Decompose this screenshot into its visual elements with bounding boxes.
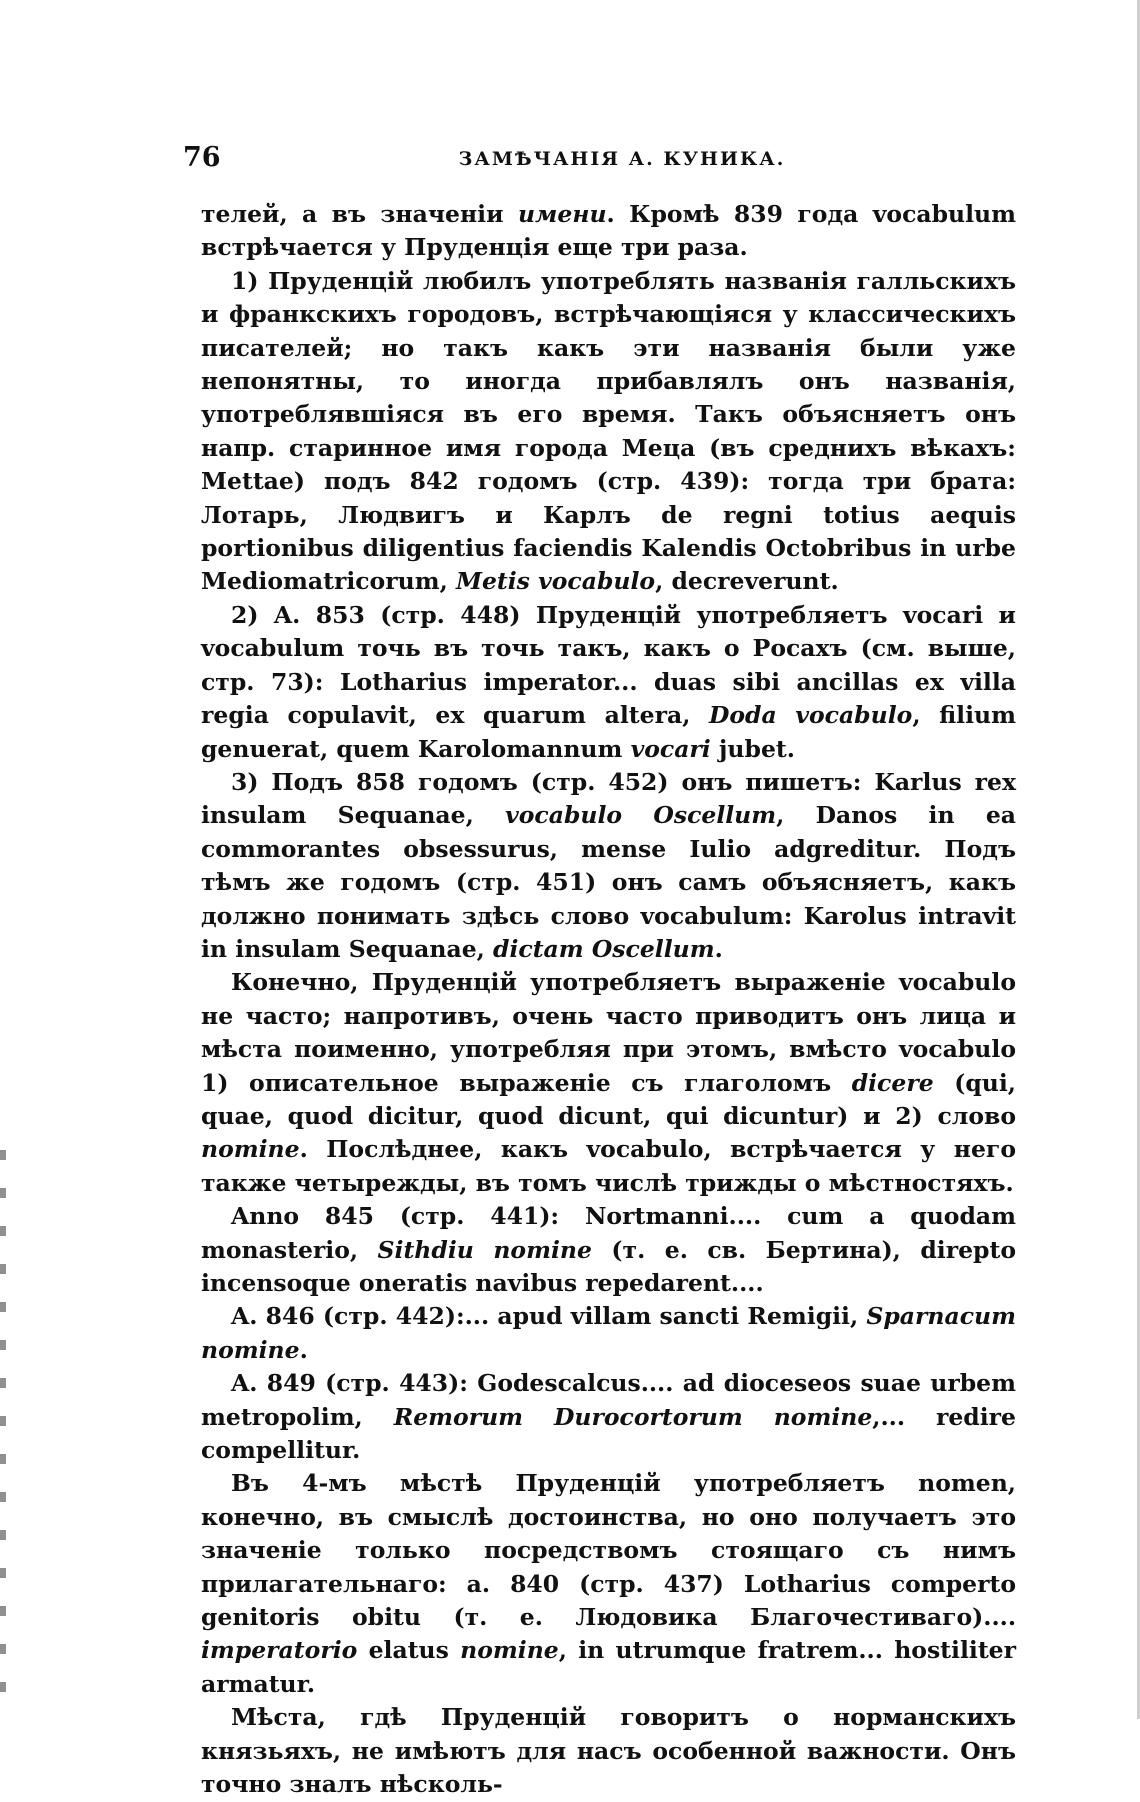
paragraph bbox=[201, 766, 1016, 966]
text-run: . Кромѣ 839 года vocabulum встрѣчается у Пруденція еще три раза. bbox=[201, 200, 1016, 262]
text-run: 3) Подъ 858 годомъ (стр. 452) онъ пишетъ: Karlus rex insulam Sequanae, bbox=[201, 767, 1016, 830]
page-number: 76 bbox=[183, 142, 221, 173]
body-text bbox=[201, 198, 1016, 1802]
text-run: , in utrumque fratrem... hostiliter armatur. bbox=[201, 1636, 1017, 1698]
running-title: ЗАМѢЧАНІЯ А. КУНИКА. bbox=[458, 148, 786, 170]
text-run: Въ 4-мъ мѣстѣ Пруденцій употребляетъ nomen, конечно, въ смыслѣ достоинства, но оно получаетъ это значеніе только посредствомъ стоящаго съ нимъ прилагательнаго: a. 840 (стр. 437) Lotharius comperto genitoris obitu (т. е. Людовика Благочестиваго).... bbox=[201, 1469, 1016, 1632]
text-run: ,... redire compellitur. bbox=[201, 1402, 1016, 1465]
italic-term: Sithdiu nomine bbox=[377, 1235, 592, 1264]
text-run: , decreverunt. bbox=[655, 567, 839, 596]
italic-term: vocabulo Oscellum bbox=[505, 801, 777, 830]
paragraph bbox=[201, 265, 1016, 599]
text-run: Конечно, Пруденцій употребляетъ выраженіе vocabulo не часто; напротивъ, очень часто приводитъ онъ лица и мѣста поименно, употребляя при этомъ, вмѣсто vocabulo 1) описательное выраженіе съ глаголомъ bbox=[201, 968, 1016, 1097]
italic-term: Sparnacum nomine bbox=[201, 1302, 1016, 1364]
text-run: 2) A. 853 (стр. 448) Пруденцій употребляетъ vocari и vocabulum точь въ точь такъ, какъ о Росахъ (см. выше, стр. 73): Lotharius imperator... duas sibi ancillas ex villa regia copulavit, ex quarum altera, bbox=[201, 600, 1016, 730]
text-run: elatus bbox=[357, 1636, 461, 1665]
italic-term: nomine bbox=[460, 1636, 559, 1665]
italic-term: Remorum Durocortorum nomine bbox=[393, 1402, 873, 1431]
paragraph bbox=[201, 599, 1016, 766]
text-run: . Послѣднее, какъ vocabulo, встрѣчается у него также четырежды, въ томъ числѣ трижды о мѣстностяхъ. bbox=[201, 1135, 1016, 1197]
text-run: , filium genuerat, quem Karolomannum bbox=[201, 701, 1016, 763]
text-run: . bbox=[299, 1335, 308, 1364]
italic-term: dicere bbox=[851, 1068, 934, 1097]
text-run: A. 849 (стр. 443): Godescalcus.... ad dioceseos suae urbem metropolim, bbox=[201, 1369, 1016, 1431]
paragraph bbox=[201, 1701, 1016, 1801]
page-header bbox=[183, 142, 1021, 182]
italic-term: imperatorio bbox=[201, 1636, 358, 1665]
text-run: , Danos in ea commorantes obsessurus, mense Iulio adgreditur. Подъ тѣмъ же годомъ (стр. 451) онъ самъ объясняетъ, какъ должно понимать здѣсь слово vocabulum: Karolus intravit in insulam Sequanae, bbox=[201, 801, 1017, 963]
text-run: . bbox=[714, 934, 723, 963]
italic-term: dictam Oscellum bbox=[493, 934, 715, 963]
text-run: Anno 845 (стр. 441): Nortmanni.... cum a quodam monasterio, bbox=[201, 1202, 1016, 1264]
paragraph bbox=[201, 1467, 1016, 1701]
text-run: jubet. bbox=[710, 734, 795, 763]
paragraph bbox=[201, 1200, 1016, 1300]
text-run: (qui, quae, quod dicitur, quod dicunt, qui dicuntur) и 2) слово bbox=[201, 1068, 1016, 1130]
italic-term: Metis vocabulo bbox=[455, 567, 656, 596]
italic-term: nomine bbox=[201, 1135, 300, 1164]
text-run: (т. е. св. Бертина), direpto incensoque oneratis navibus repedarent.... bbox=[201, 1235, 1017, 1297]
paragraph bbox=[201, 1367, 1016, 1467]
text-run: Мѣста, гдѣ Пруденцій говоритъ о норманскихъ князьяхъ, не имѣютъ для насъ особенной важности. Онъ точно зналъ нѣсколь- bbox=[201, 1703, 1016, 1799]
paragraph bbox=[201, 966, 1016, 1200]
paragraph bbox=[201, 1300, 1016, 1367]
binding-edge-marks bbox=[0, 1150, 6, 1719]
italic-term: Doda vocabulo bbox=[709, 701, 913, 730]
text-run: A. 846 (стр. 442):... apud villam sancti Remigii, bbox=[231, 1302, 867, 1331]
text-run: телей, а въ значеніи bbox=[201, 200, 518, 228]
italic-term: имени bbox=[517, 200, 607, 228]
paragraph bbox=[201, 198, 1016, 265]
italic-term: vocari bbox=[630, 734, 711, 763]
text-run: 1) Пруденцій любилъ употреблять названія галльскихъ и франкскихъ городовъ, встрѣчающіяся у классическихъ писателей; но такъ какъ эти названія были уже непонятны, то иногда прибавлялъ онъ названія, употреблявшіяся въ его время. Такъ объясняетъ онъ напр. старинное имя города Меца (въ среднихъ вѣкахъ: Mettae) подъ 842 годомъ (стр. 439): тогда три брата: Лотарь, Людвигъ и Карлъ de regni totius aequis portionibus diligentius faciendis Kalendis Octobribus in urbe Mediomatricorum, bbox=[201, 266, 1016, 596]
